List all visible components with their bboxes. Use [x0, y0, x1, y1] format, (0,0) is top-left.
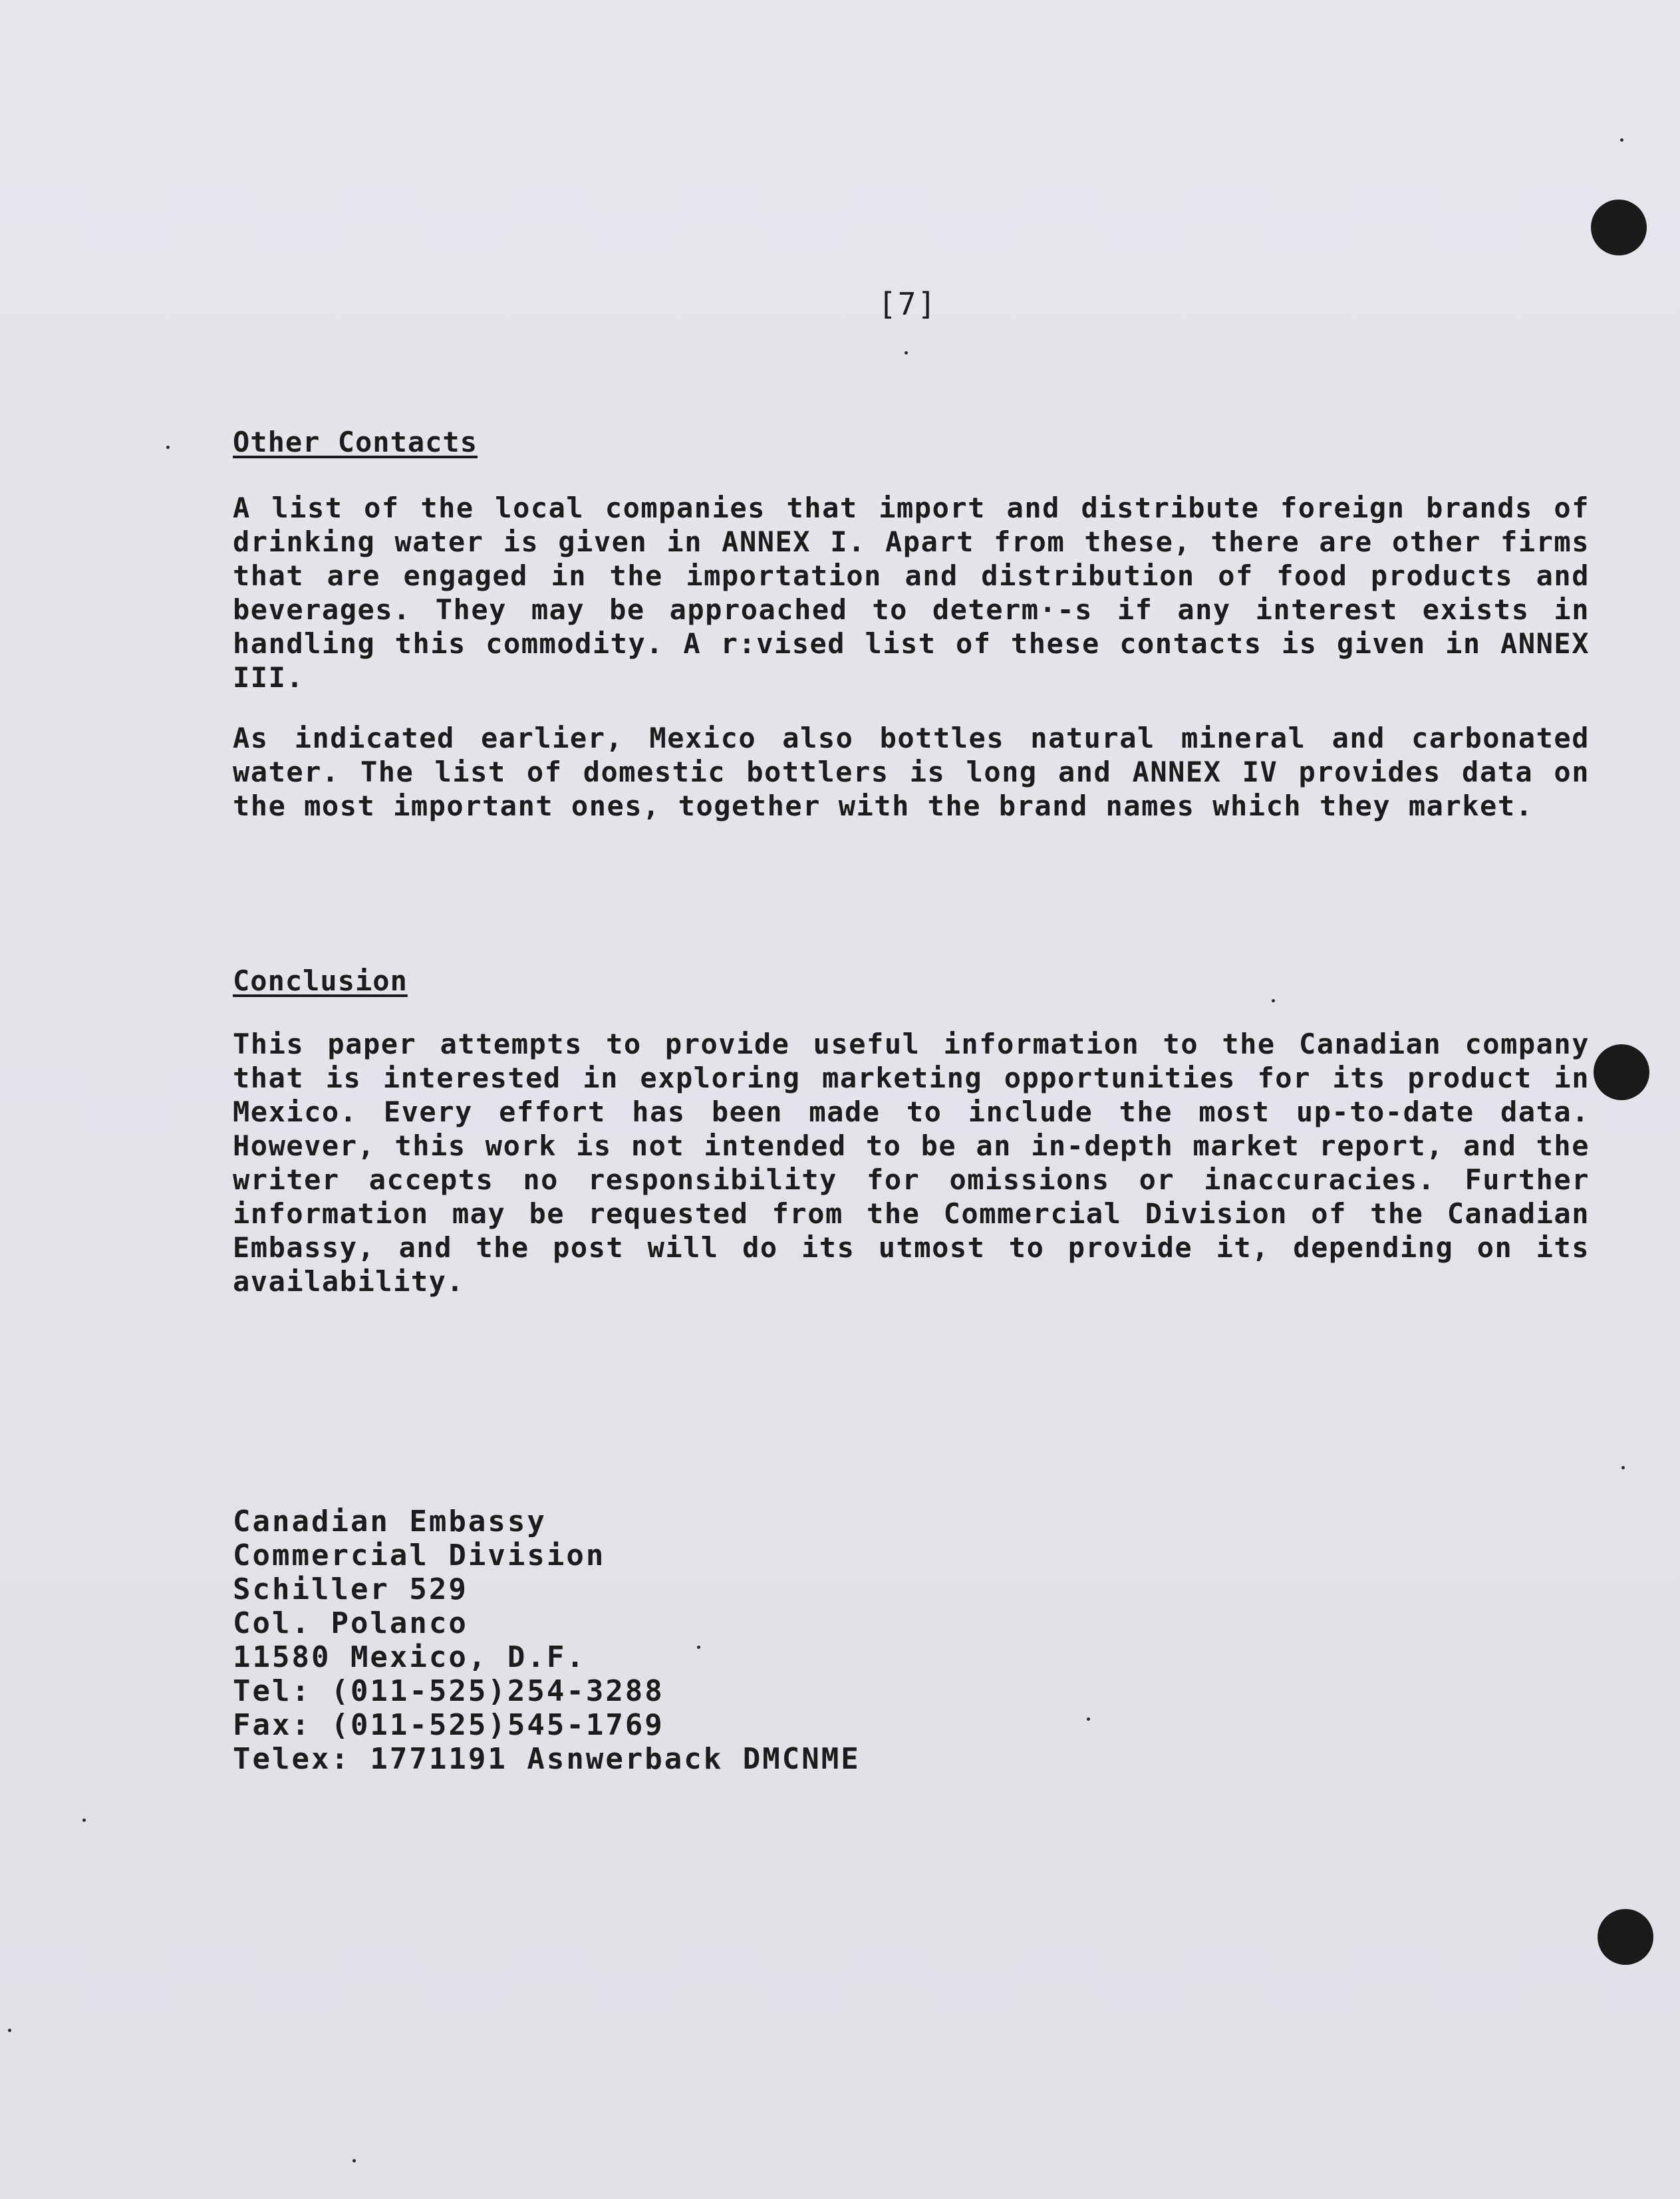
- scan-speck: [166, 446, 170, 449]
- punch-hole: [1591, 200, 1647, 255]
- scan-speck: [1087, 1717, 1090, 1721]
- conclusion-paragraph: This paper attempts to provide useful information to the Canadian company that is interested in exploring marketing opportunities for its product in Mexico. Every effort has been made to include the most up-to-date data. However, this work is not intended to be an in-depth market report, and the writer accepts no responsibility for omissions or inaccuracies. Further information may be requested from the Commercial Division of the Canadian Embassy, and the post will do its utmost to provide it, depending on its availability.: [233, 1028, 1590, 1298]
- address-line: Canadian Embassy: [233, 1505, 547, 1539]
- scan-speck: [82, 1819, 86, 1822]
- address-line: Col. Polanco: [233, 1606, 468, 1640]
- telex-line: Telex: 1771191 Asnwerback DMCNME: [233, 1742, 861, 1776]
- address-line: 11580 Mexico, D.F.: [233, 1640, 586, 1674]
- scan-speck: [1621, 1466, 1625, 1469]
- other-contacts-heading: Other Contacts: [233, 426, 478, 458]
- address-line: Commercial Division: [233, 1539, 606, 1572]
- other-contacts-paragraph-1: A list of the local companies that import and distribute foreign brands of drinking water is given in ANNEX I. Apart from these, there are other firms that are engaged in the importation and distribution of food products and beverages. They may be approached to determ·-s if any interest exists in handling this commodity. A r:vised list of these contacts is given in ANNEX III.: [233, 492, 1590, 694]
- embassy-address: [233, 1505, 861, 1776]
- punch-hole: [1598, 1909, 1653, 1965]
- fax-line: Fax: (011-525)545-1769: [233, 1708, 664, 1742]
- scan-speck: [905, 351, 908, 355]
- address-line: Schiller 529: [233, 1572, 468, 1606]
- other-contacts-paragraph-2: As indicated earlier, Mexico also bottles natural mineral and carbonated water. The list of domestic bottlers is long and ANNEX IV provides data on the most important ones, together with the brand names which they market.: [233, 722, 1590, 822]
- scan-speck: [8, 2029, 11, 2032]
- page-number: [7]: [878, 286, 938, 322]
- scan-speck: [352, 2159, 356, 2162]
- punch-hole: [1594, 1044, 1649, 1100]
- scan-speck: [697, 1646, 700, 1649]
- scan-speck: [1620, 138, 1623, 142]
- scan-speck: [1272, 999, 1275, 1002]
- telephone-line: Tel: (011-525)254-3288: [233, 1674, 664, 1708]
- conclusion-heading: Conclusion: [233, 964, 408, 997]
